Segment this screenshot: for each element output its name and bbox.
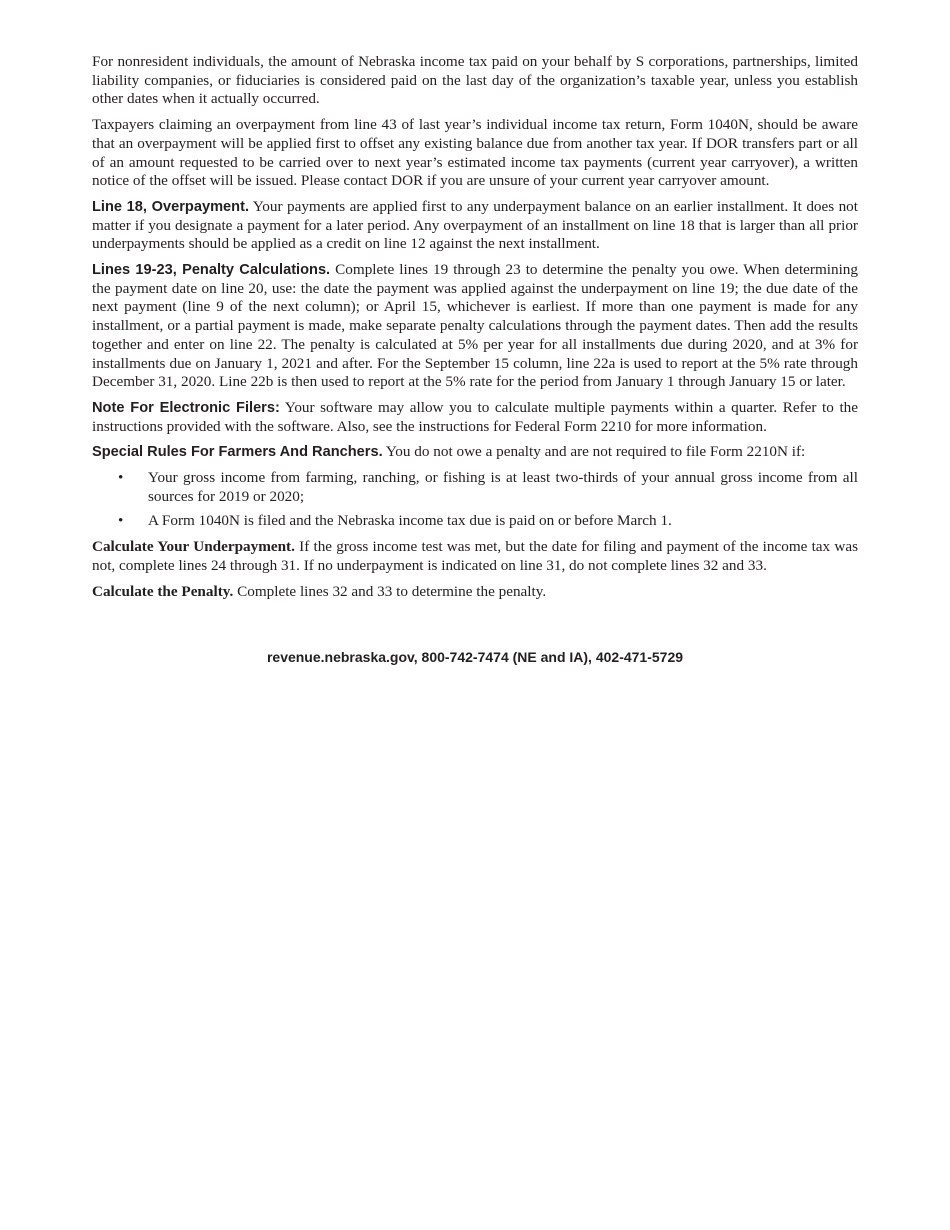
farmers-ranchers-heading: Special Rules For Farmers And Ranchers. [92,444,383,461]
lines19-23-text: Complete lines 19 through 23 to determine the penalty you owe. When determining the payment date on line 20, use: the date the payment was applied against the underpayment on line 19; the due date of the next payment (line 9 of the next column); or April 15, whichever is earliest. If more than one payment is made for any installment, or a partial payment is made, make separate penalty calculations through the payment dates. Then add the results together and enter on line 22. The penalty is calculated at 5% per year for all installments due during 2020, and at 3% for installments due on January 1, 2021 and after. For the September 15 column, line 22a is used to report at the 5% rate through December 31, 2020. Line 22b is then used to report at the 5% rate for the period from January 1 through January 15 or later. [92,261,858,391]
footer-contact: revenue.nebraska.gov, 800-742-7474 (NE and IA), 402-471-5729 [266,649,684,665]
electronic-filers-text: Your software may allow you to calculate multiple payments within a quarter. Refer to the instructions provided with the software. Also, see the instructions for Federal Form 2210 for more information. [92,398,858,435]
electronic-filers-heading: Note For Electronic Filers: [92,399,280,416]
overpayment-offset-paragraph: Taxpayers claiming an overpayment from line 43 of last year’s individual income tax return, Form 1040N, should be aware that an overpayment will be applied first to offset any existing balance due from another tax year. If DOR transfers part or all of an amount requested to be carried over to next year’s estimated income tax payments (current year carryover), a written notice of the offset will be issued. Please contact DOR if you are unsure of your current year carryover amount. [92,116,858,190]
list-item [92,469,858,506]
farmers-ranchers-text: You do not owe a penalty and are not required to file Form 2210N if: [382,443,806,461]
calculate-underpayment-paragraph [92,538,858,575]
lines19-23-heading: Lines 19-23, Penalty Calculations. [92,262,331,279]
list-item-text: A Form 1040N is filed and the Nebraska income tax due is paid on or before March 1. [148,512,672,530]
calculate-penalty-paragraph [92,583,858,602]
list-item-text: Your gross income from farming, ranching, or fishing is at least two-thirds of your annual gross income from all sources for 2019 or 2020; [148,469,858,505]
calculate-underpayment-text: If the gross income test was met, but the date for filing and payment of the income tax was not, complete lines 24 through 31. If no underpayment is indicated on line 31, do not complete lines 32 and 33. [92,538,858,574]
line18-text: Your payments are applied first to any underpayment balance on an earlier installment. It does not matter if you designate a payment for a later period. Any overpayment of an installment on line 18 that is larger than all prior underpayments should be applied as a credit on line 12 against the next installment. [92,197,858,253]
bullet-icon: • [118,512,124,530]
farmers-conditions-list [92,469,858,531]
list-item [92,512,858,531]
line18-paragraph [92,198,858,254]
farmers-ranchers-paragraph [92,443,858,462]
nonresident-paragraph: For nonresident individuals, the amount of Nebraska income tax paid on your behalf by S corporations, partnerships, limited liability companies, or fiduciaries is considered paid on the last day of the organization’s taxable year, unless you establish other dates when it actually occurred. [92,53,858,108]
calculate-underpayment-heading: Calculate Your Underpayment. [92,538,295,556]
document-body [92,53,858,608]
electronic-filers-paragraph [92,399,858,436]
line18-heading: Line 18, Overpayment. [92,198,249,215]
lines19-23-paragraph [92,261,858,392]
calculate-penalty-text: Complete lines 32 and 33 to determine the penalty. [233,582,547,600]
bullet-icon: • [118,469,124,487]
calculate-penalty-heading: Calculate the Penalty. [92,582,234,600]
